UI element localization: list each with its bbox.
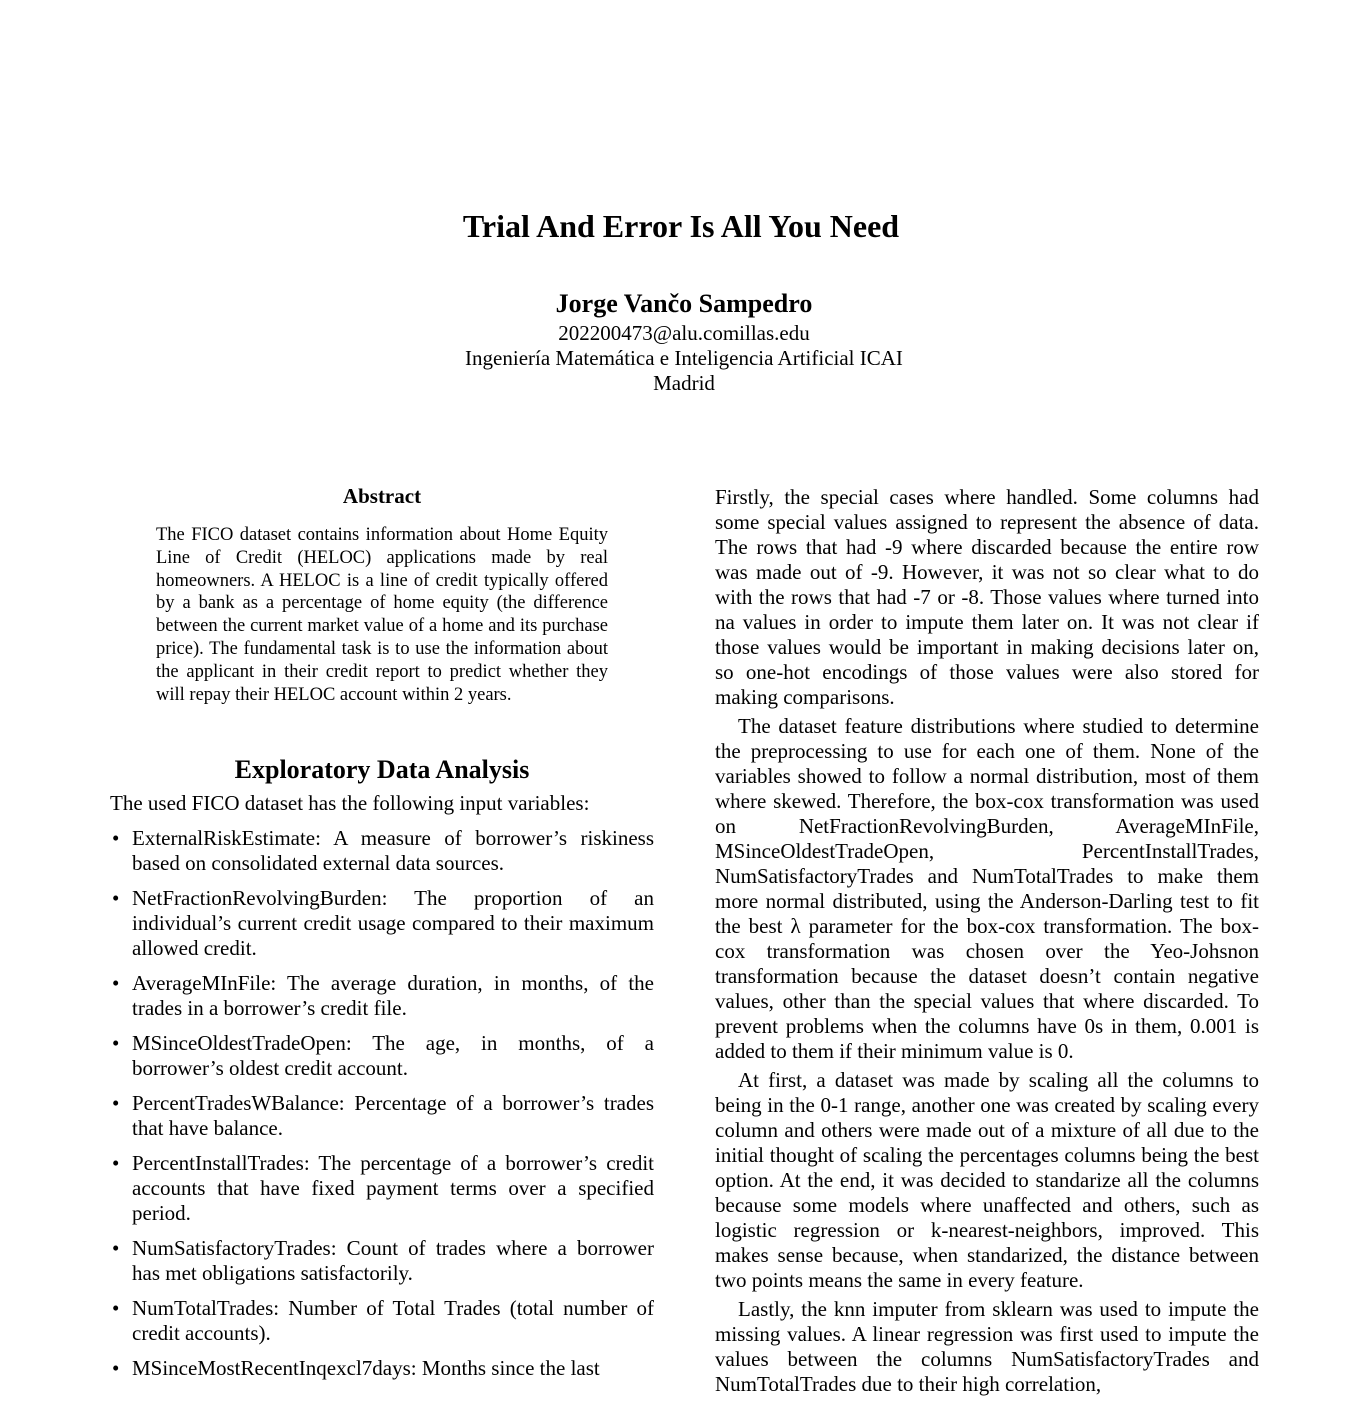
list-item xyxy=(110,826,654,876)
list-item xyxy=(110,1296,654,1346)
list-item-text: MSinceMostRecentInqexcl7days: Months since the last xyxy=(132,1356,600,1381)
author-block xyxy=(0,287,1362,396)
bullet-icon: • xyxy=(112,886,120,911)
eda-intro: The used FICO dataset has the following input variables: xyxy=(110,791,590,816)
section-heading-eda: Exploratory Data Analysis xyxy=(234,755,530,785)
abstract-text: The FICO dataset contains information about Home Equity Line of Credit (HELOC) applications made by real homeowners. A HELOC is a line of credit typically offered by a bank as a percentage of home equity (the difference between the current market value of a home and its purchase price). The fundamental task is to use the information about the applicant in their credit report to predict whether they will repay their HELOC account within 2 years. xyxy=(156,525,608,705)
bullet-icon: • xyxy=(112,971,120,996)
right-column xyxy=(715,485,1259,1397)
list-item-text: AverageMInFile: The average duration, in months, of the trades in a borrower’s credit file. xyxy=(132,971,654,1021)
variable-list xyxy=(110,826,654,1381)
bullet-icon: • xyxy=(112,1091,120,1116)
list-item-text: NumTotalTrades: Number of Total Trades (total number of credit accounts). xyxy=(132,1296,654,1346)
left-column xyxy=(110,482,654,1391)
bullet-icon: • xyxy=(112,1296,120,1321)
list-item xyxy=(110,1031,654,1081)
list-item xyxy=(110,1151,654,1226)
list-item xyxy=(110,1236,654,1286)
author-affiliation: Ingeniería Matemática e Inteligencia Artificial ICAI xyxy=(465,346,903,370)
bullet-icon: • xyxy=(112,1031,120,1056)
abstract-heading: Abstract xyxy=(342,484,422,508)
list-item xyxy=(110,1091,654,1141)
list-item xyxy=(110,971,654,1021)
list-item-text: NumSatisfactoryTrades: Count of trades where a borrower has met obligations satisfactorily. xyxy=(132,1236,654,1286)
paragraph-special-cases: Firstly, the special cases where handled. Some columns had some special values assigned to represent the absence of data. The rows that had -9 where discarded because the entire row was made out of -9. However, it was not so clear what to do with the rows that had -7 or -8. Those values where turned into na values in order to impute them later on. It was not clear if those values would be important in making decisions later on, so one-hot encodings of those values were also stored for making comparisons. xyxy=(715,485,1259,709)
list-item xyxy=(110,886,654,961)
author-email: 202200473@alu.comillas.edu xyxy=(558,321,810,345)
list-item-text: PercentTradesWBalance: Percentage of a borrower’s trades that have balance. xyxy=(132,1091,654,1141)
list-item-text: NetFractionRevolvingBurden: The proportion of an individual’s current credit usage compared to their maximum allowed credit. xyxy=(132,886,654,961)
list-item-text: MSinceOldestTradeOpen: The age, in months, of a borrower’s oldest credit account. xyxy=(132,1031,654,1081)
bullet-icon: • xyxy=(112,1356,120,1381)
bullet-icon: • xyxy=(112,826,120,851)
bullet-icon: • xyxy=(112,1151,120,1176)
list-item xyxy=(110,1356,654,1381)
paragraph-distributions: The dataset feature distributions where studied to determine the preprocessing to use for each one of them. None of the variables showed to follow a normal distribution, most of them where skewed. Therefore, the box-cox transformation was used on NetFractionRevolvingBurden, AverageMInFile, MSinceOldestTradeOpen, PercentInstallTrades, NumSatisfactoryTrades and NumTotalTrades to make them more normal distributed, using the Anderson-Darling test to fit the best λ parameter for the box-cox transformation. The box-cox transformation was chosen over the Yeo-Johsnon transformation because the dataset doesn’t contain negative values, other than the special values that where discarded. To prevent problems when the columns have 0s in them, 0.001 is added to them if their minimum value is 0. xyxy=(715,714,1259,1063)
paragraph-scaling: At first, a dataset was made by scaling all the columns to being in the 0-1 range, another one was created by scaling every column and others were made out of a mixture of all due to the initial thought of scaling the percentages columns being the best option. At the end, it was decided to standarize all the columns because some models where unaffected and others, such as logistic regression or k-nearest-neighbors, improved. This makes sense because, when standarized, the distance between two points means the same in every feature. xyxy=(715,1068,1259,1292)
paragraph-imputation: Lastly, the knn imputer from sklearn was used to impute the missing values. A linear regression was first used to impute the values between the columns NumSatisfactoryTrades and NumTotalTrades due to their high correlation, xyxy=(715,1297,1259,1396)
paper-title: Trial And Error Is All You Need xyxy=(462,208,900,244)
list-item-text: PercentInstallTrades: The percentage of a borrower’s credit accounts that have fixed payment terms over a specified period. xyxy=(132,1151,654,1226)
author-city: Madrid xyxy=(653,371,715,395)
bullet-icon: • xyxy=(112,1236,120,1261)
list-item-text: ExternalRiskEstimate: A measure of borrower’s riskiness based on consolidated external data sources. xyxy=(132,826,654,876)
author-name: Jorge Vančo Sampedro xyxy=(555,289,813,318)
